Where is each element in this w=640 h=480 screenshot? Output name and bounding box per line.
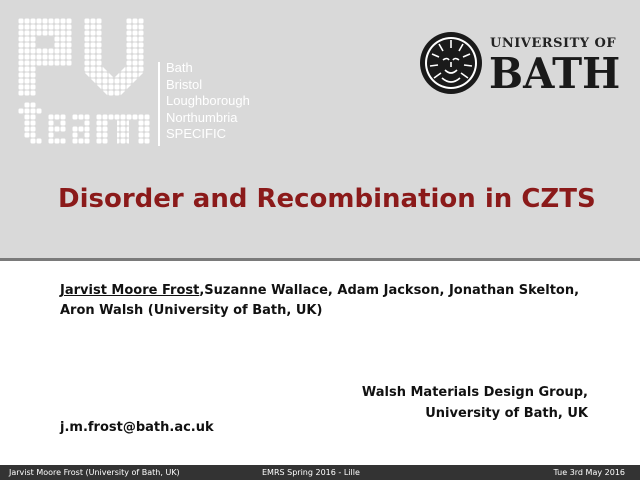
- partner-loughborough: Loughborough: [166, 93, 250, 108]
- group-line-2: University of Bath, UK: [425, 406, 588, 421]
- university-of-bath-logo: [418, 30, 621, 102]
- author-line-1: [60, 281, 600, 301]
- partner-specific: SPECIFIC: [166, 126, 226, 141]
- logo-divider: [158, 62, 160, 146]
- presenter-name: Jarvist Moore Frost: [60, 283, 200, 298]
- partner-universities: [166, 60, 250, 143]
- partner-bristol: Bristol: [166, 76, 203, 92]
- bath-wordmark: BATH: [489, 49, 621, 98]
- contact-email: j.m.frost@bath.ac.uk: [60, 420, 214, 435]
- slide-footer: [0, 465, 640, 480]
- university-of-label: UNIVERSITY OF: [490, 36, 617, 51]
- coauthors-line-2: Aron Walsh (University of Bath, UK): [60, 303, 323, 318]
- author-list: [60, 281, 600, 321]
- research-group: [362, 382, 588, 424]
- pv-team-logo: [18, 18, 154, 150]
- footer-author: Jarvist Moore Frost (University of Bath, UK): [9, 468, 180, 477]
- coauthors-line-1: ,Suzanne Wallace, Adam Jackson, Jonathan Skelton,: [199, 283, 580, 298]
- sulis-minerva-crest-icon: [418, 30, 484, 96]
- group-line-1: Walsh Materials Design Group,: [361, 385, 588, 400]
- banner-divider: [0, 258, 640, 261]
- slide-title: Disorder and Recombination in CZTS: [58, 184, 596, 214]
- footer-event: EMRS Spring 2016 - Lille: [262, 468, 360, 477]
- partner-northumbria: Northumbria: [166, 109, 238, 125]
- partner-bath: Bath: [166, 60, 193, 75]
- footer-date: Tue 3rd May 2016: [553, 468, 625, 477]
